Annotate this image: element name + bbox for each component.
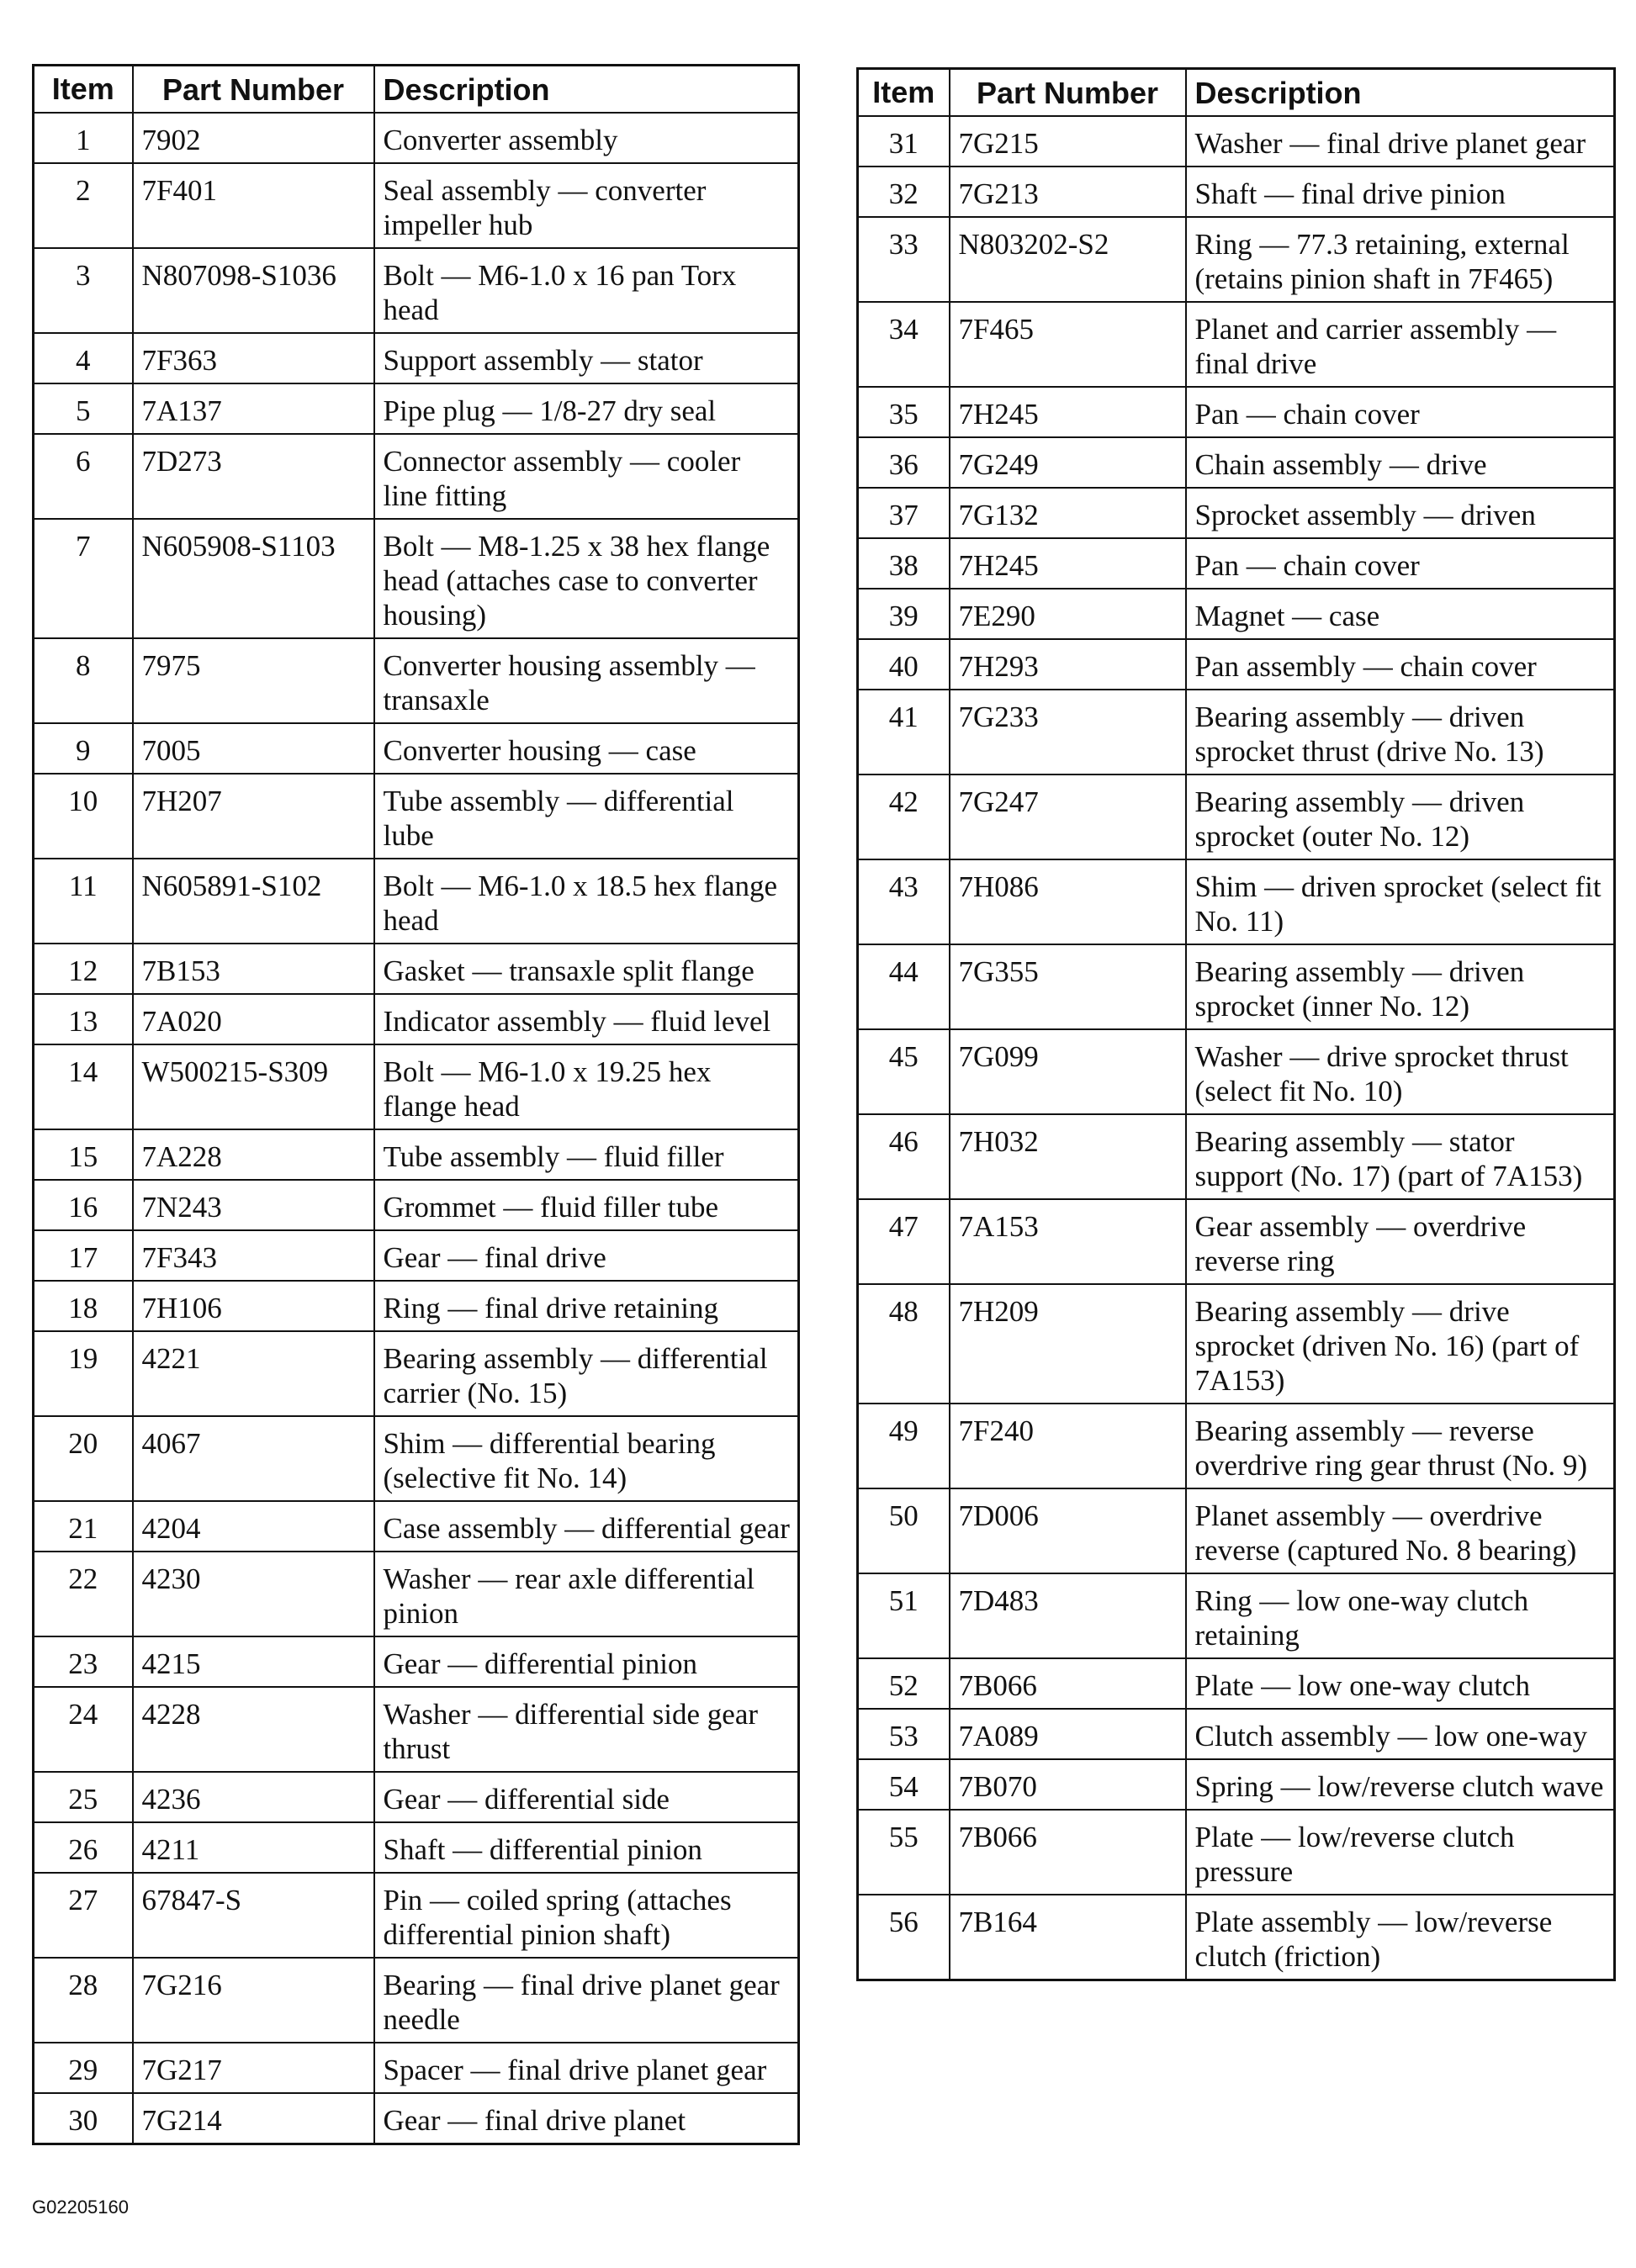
item-number: 47 <box>858 1199 950 1284</box>
part-number: 7A020 <box>133 994 374 1044</box>
table-header-row <box>34 66 799 113</box>
part-description: Converter housing assembly — transaxle <box>374 638 799 723</box>
item-number: 34 <box>858 302 950 387</box>
part-description: Chain assembly — drive <box>1186 437 1615 488</box>
table-row <box>34 1281 799 1331</box>
header-item: Item <box>858 69 950 116</box>
part-description: Bearing assembly — driven sprocket (outer No. 12) <box>1186 775 1615 859</box>
table-row <box>858 217 1615 302</box>
part-description: Washer — drive sprocket thrust (select fit No. 10) <box>1186 1029 1615 1114</box>
table-row <box>858 1810 1615 1895</box>
item-number: 25 <box>34 1772 133 1822</box>
part-description: Bolt — M8-1.25 x 38 hex flange head (attaches case to converter housing) <box>374 519 799 638</box>
item-number: 50 <box>858 1488 950 1573</box>
part-description: Sprocket assembly — driven <box>1186 488 1615 538</box>
part-number: 7A228 <box>133 1129 374 1180</box>
part-description: Bearing assembly — drive sprocket (driven No. 16) (part of 7A153) <box>1186 1284 1615 1404</box>
item-number: 23 <box>34 1636 133 1687</box>
part-number: 4228 <box>133 1687 374 1772</box>
part-number: 7F343 <box>133 1230 374 1281</box>
part-number: 7F465 <box>950 302 1186 387</box>
header-item: Item <box>34 66 133 113</box>
part-description: Planet and carrier assembly — final drive <box>1186 302 1615 387</box>
table-row <box>34 1552 799 1636</box>
part-number: 7G247 <box>950 775 1186 859</box>
table-row <box>858 775 1615 859</box>
part-description: Converter housing — case <box>374 723 799 774</box>
part-number: 7G099 <box>950 1029 1186 1114</box>
part-description: Connector assembly — cooler line fitting <box>374 434 799 519</box>
table-row <box>34 1958 799 2043</box>
item-number: 53 <box>858 1709 950 1759</box>
item-number: 28 <box>34 1958 133 2043</box>
item-number: 40 <box>858 639 950 690</box>
part-description: Shim — differential bearing (selective fit No. 14) <box>374 1416 799 1501</box>
table-row <box>34 859 799 944</box>
table-row <box>34 1636 799 1687</box>
item-number: 6 <box>34 434 133 519</box>
part-number: 7A137 <box>133 383 374 434</box>
header-description: Description <box>1186 69 1615 116</box>
table-row <box>34 113 799 163</box>
part-description: Pipe plug — 1/8-27 dry seal <box>374 383 799 434</box>
part-number: N605908-S1103 <box>133 519 374 638</box>
part-description: Bearing assembly — driven sprocket thrust (drive No. 13) <box>1186 690 1615 775</box>
table-row <box>34 2093 799 2144</box>
table-row <box>34 163 799 248</box>
parts-table-left-body <box>34 113 799 2144</box>
part-description: Plate assembly — low/reverse clutch (friction) <box>1186 1895 1615 1980</box>
part-number: 7B070 <box>950 1759 1186 1810</box>
header-description: Description <box>374 66 799 113</box>
table-row <box>858 538 1615 589</box>
item-number: 12 <box>34 944 133 994</box>
header-part-number: Part Number <box>950 69 1186 116</box>
table-row <box>858 1284 1615 1404</box>
part-description: Ring — final drive retaining <box>374 1281 799 1331</box>
part-description: Magnet — case <box>1186 589 1615 639</box>
table-row <box>34 1772 799 1822</box>
part-description: Support assembly — stator <box>374 333 799 383</box>
part-number: 7F363 <box>133 333 374 383</box>
parts-table-right <box>856 67 1616 1981</box>
table-row <box>858 690 1615 775</box>
item-number: 31 <box>858 116 950 167</box>
item-number: 42 <box>858 775 950 859</box>
table-row <box>34 383 799 434</box>
item-number: 21 <box>34 1501 133 1552</box>
table-row <box>858 1573 1615 1658</box>
item-number: 5 <box>34 383 133 434</box>
part-number: 4221 <box>133 1331 374 1416</box>
part-number: 7F240 <box>950 1404 1186 1488</box>
part-description: Ring — 77.3 retaining, external (retains pinion shaft in 7F465) <box>1186 217 1615 302</box>
part-description: Gasket — transaxle split flange <box>374 944 799 994</box>
item-number: 19 <box>34 1331 133 1416</box>
table-row <box>858 437 1615 488</box>
table-row <box>34 723 799 774</box>
table-row <box>34 519 799 638</box>
table-row <box>34 1044 799 1129</box>
part-number: 7E290 <box>950 589 1186 639</box>
item-number: 32 <box>858 167 950 217</box>
part-number: 4215 <box>133 1636 374 1687</box>
item-number: 4 <box>34 333 133 383</box>
part-number: N807098-S1036 <box>133 248 374 333</box>
table-row <box>34 944 799 994</box>
item-number: 24 <box>34 1687 133 1772</box>
part-number: 7D006 <box>950 1488 1186 1573</box>
item-number: 10 <box>34 774 133 859</box>
part-number: 7G217 <box>133 2043 374 2093</box>
item-number: 55 <box>858 1810 950 1895</box>
item-number: 48 <box>858 1284 950 1404</box>
table-row <box>858 1709 1615 1759</box>
table-row <box>34 1501 799 1552</box>
part-number: 4204 <box>133 1501 374 1552</box>
item-number: 14 <box>34 1044 133 1129</box>
parts-table-left <box>32 64 800 2145</box>
part-number: 4211 <box>133 1822 374 1873</box>
item-number: 8 <box>34 638 133 723</box>
table-row <box>34 1230 799 1281</box>
table-row <box>858 1199 1615 1284</box>
table-row <box>34 2043 799 2093</box>
part-number: 4236 <box>133 1772 374 1822</box>
parts-table-right-body <box>858 116 1615 1980</box>
table-row <box>858 116 1615 167</box>
part-description: Tube assembly — differential lube <box>374 774 799 859</box>
part-number: 4230 <box>133 1552 374 1636</box>
table-row <box>34 1180 799 1230</box>
part-number: 7G213 <box>950 167 1186 217</box>
item-number: 41 <box>858 690 950 775</box>
part-description: Spacer — final drive planet gear <box>374 2043 799 2093</box>
item-number: 27 <box>34 1873 133 1958</box>
part-number: 7H086 <box>950 859 1186 944</box>
part-description: Gear — final drive planet <box>374 2093 799 2144</box>
part-number: 4067 <box>133 1416 374 1501</box>
item-number: 11 <box>34 859 133 944</box>
part-number: 7H245 <box>950 538 1186 589</box>
part-description: Grommet — fluid filler tube <box>374 1180 799 1230</box>
part-description: Pin — coiled spring (attaches differential pinion shaft) <box>374 1873 799 1958</box>
item-number: 18 <box>34 1281 133 1331</box>
table-row <box>858 859 1615 944</box>
item-number: 49 <box>858 1404 950 1488</box>
part-description: Shaft — final drive pinion <box>1186 167 1615 217</box>
table-row <box>34 434 799 519</box>
table-row <box>34 1822 799 1873</box>
item-number: 44 <box>858 944 950 1029</box>
table-row <box>34 333 799 383</box>
part-number: 7B164 <box>950 1895 1186 1980</box>
item-number: 17 <box>34 1230 133 1281</box>
part-number: 7D273 <box>133 434 374 519</box>
part-number: 7A153 <box>950 1199 1186 1284</box>
part-description: Shaft — differential pinion <box>374 1822 799 1873</box>
table-row <box>858 944 1615 1029</box>
part-number: 7B066 <box>950 1810 1186 1895</box>
part-description: Ring — low one-way clutch retaining <box>1186 1573 1615 1658</box>
part-description: Seal assembly — converter impeller hub <box>374 163 799 248</box>
part-description: Pan — chain cover <box>1186 387 1615 437</box>
part-description: Shim — driven sprocket (select fit No. 11) <box>1186 859 1615 944</box>
part-number: 7H207 <box>133 774 374 859</box>
item-number: 13 <box>34 994 133 1044</box>
table-row <box>858 488 1615 538</box>
part-description: Plate — low/reverse clutch pressure <box>1186 1810 1615 1895</box>
table-row <box>34 248 799 333</box>
table-header-row <box>858 69 1615 116</box>
part-number: 7B066 <box>950 1658 1186 1709</box>
table-row <box>858 1029 1615 1114</box>
table-row <box>858 1404 1615 1488</box>
item-number: 29 <box>34 2043 133 2093</box>
item-number: 2 <box>34 163 133 248</box>
part-description: Gear — differential side <box>374 1772 799 1822</box>
part-description: Bearing — final drive planet gear needle <box>374 1958 799 2043</box>
item-number: 30 <box>34 2093 133 2144</box>
item-number: 39 <box>858 589 950 639</box>
item-number: 54 <box>858 1759 950 1810</box>
part-description: Bolt — M6-1.0 x 18.5 hex flange head <box>374 859 799 944</box>
item-number: 52 <box>858 1658 950 1709</box>
figure-code: G02205160 <box>32 2197 129 2218</box>
part-description: Bolt — M6-1.0 x 19.25 hex flange head <box>374 1044 799 1129</box>
table-row <box>34 638 799 723</box>
table-row <box>34 1873 799 1958</box>
part-description: Pan — chain cover <box>1186 538 1615 589</box>
part-number: 7G214 <box>133 2093 374 2144</box>
part-number: 7005 <box>133 723 374 774</box>
part-number: 7F401 <box>133 163 374 248</box>
item-number: 38 <box>858 538 950 589</box>
part-number: 7G215 <box>950 116 1186 167</box>
part-number: W500215-S309 <box>133 1044 374 1129</box>
part-description: Bolt — M6-1.0 x 16 pan Torx head <box>374 248 799 333</box>
item-number: 37 <box>858 488 950 538</box>
part-number: N803202-S2 <box>950 217 1186 302</box>
table-row <box>858 1488 1615 1573</box>
item-number: 36 <box>858 437 950 488</box>
table-row <box>858 1658 1615 1709</box>
table-row <box>34 774 799 859</box>
part-number: 7B153 <box>133 944 374 994</box>
part-description: Case assembly — differential gear <box>374 1501 799 1552</box>
table-row <box>858 1114 1615 1199</box>
part-number: 7A089 <box>950 1709 1186 1759</box>
item-number: 3 <box>34 248 133 333</box>
header-part-number: Part Number <box>133 66 374 113</box>
part-number: N605891-S102 <box>133 859 374 944</box>
table-row <box>34 1129 799 1180</box>
table-row <box>858 387 1615 437</box>
part-description: Pan assembly — chain cover <box>1186 639 1615 690</box>
part-description: Washer — differential side gear thrust <box>374 1687 799 1772</box>
part-number: 7H245 <box>950 387 1186 437</box>
part-description: Gear assembly — overdrive reverse ring <box>1186 1199 1615 1284</box>
part-number: 7N243 <box>133 1180 374 1230</box>
item-number: 33 <box>858 217 950 302</box>
table-row <box>858 1759 1615 1810</box>
part-number: 7G355 <box>950 944 1186 1029</box>
item-number: 56 <box>858 1895 950 1980</box>
part-number: 7H293 <box>950 639 1186 690</box>
part-description: Bearing assembly — reverse overdrive ring gear thrust (No. 9) <box>1186 1404 1615 1488</box>
item-number: 43 <box>858 859 950 944</box>
item-number: 51 <box>858 1573 950 1658</box>
part-number: 67847-S <box>133 1873 374 1958</box>
part-number: 7902 <box>133 113 374 163</box>
table-row <box>858 589 1615 639</box>
table-row <box>858 1895 1615 1980</box>
part-description: Washer — rear axle differential pinion <box>374 1552 799 1636</box>
table-row <box>34 1331 799 1416</box>
part-description: Washer — final drive planet gear <box>1186 116 1615 167</box>
item-number: 16 <box>34 1180 133 1230</box>
item-number: 46 <box>858 1114 950 1199</box>
table-row <box>858 302 1615 387</box>
part-number: 7H106 <box>133 1281 374 1331</box>
item-number: 26 <box>34 1822 133 1873</box>
part-number: 7975 <box>133 638 374 723</box>
item-number: 35 <box>858 387 950 437</box>
part-description: Spring — low/reverse clutch wave <box>1186 1759 1615 1810</box>
part-description: Tube assembly — fluid filler <box>374 1129 799 1180</box>
part-description: Plate — low one-way clutch <box>1186 1658 1615 1709</box>
item-number: 7 <box>34 519 133 638</box>
part-description: Planet assembly — overdrive reverse (captured No. 8 bearing) <box>1186 1488 1615 1573</box>
table-row <box>34 1416 799 1501</box>
table-row <box>34 1687 799 1772</box>
part-number: 7H032 <box>950 1114 1186 1199</box>
part-number: 7G249 <box>950 437 1186 488</box>
part-description: Clutch assembly — low one-way <box>1186 1709 1615 1759</box>
part-description: Gear — differential pinion <box>374 1636 799 1687</box>
item-number: 22 <box>34 1552 133 1636</box>
item-number: 45 <box>858 1029 950 1114</box>
part-description: Bearing assembly — driven sprocket (inner No. 12) <box>1186 944 1615 1029</box>
part-description: Bearing assembly — differential carrier (No. 15) <box>374 1331 799 1416</box>
item-number: 20 <box>34 1416 133 1501</box>
part-number: 7D483 <box>950 1573 1186 1658</box>
part-number: 7G233 <box>950 690 1186 775</box>
table-row <box>34 994 799 1044</box>
part-description: Indicator assembly — fluid level <box>374 994 799 1044</box>
part-description: Converter assembly <box>374 113 799 163</box>
item-number: 15 <box>34 1129 133 1180</box>
item-number: 1 <box>34 113 133 163</box>
part-description: Bearing assembly — stator support (No. 17) (part of 7A153) <box>1186 1114 1615 1199</box>
table-row <box>858 167 1615 217</box>
part-number: 7G132 <box>950 488 1186 538</box>
part-number: 7G216 <box>133 1958 374 2043</box>
part-number: 7H209 <box>950 1284 1186 1404</box>
table-row <box>858 639 1615 690</box>
part-description: Gear — final drive <box>374 1230 799 1281</box>
item-number: 9 <box>34 723 133 774</box>
